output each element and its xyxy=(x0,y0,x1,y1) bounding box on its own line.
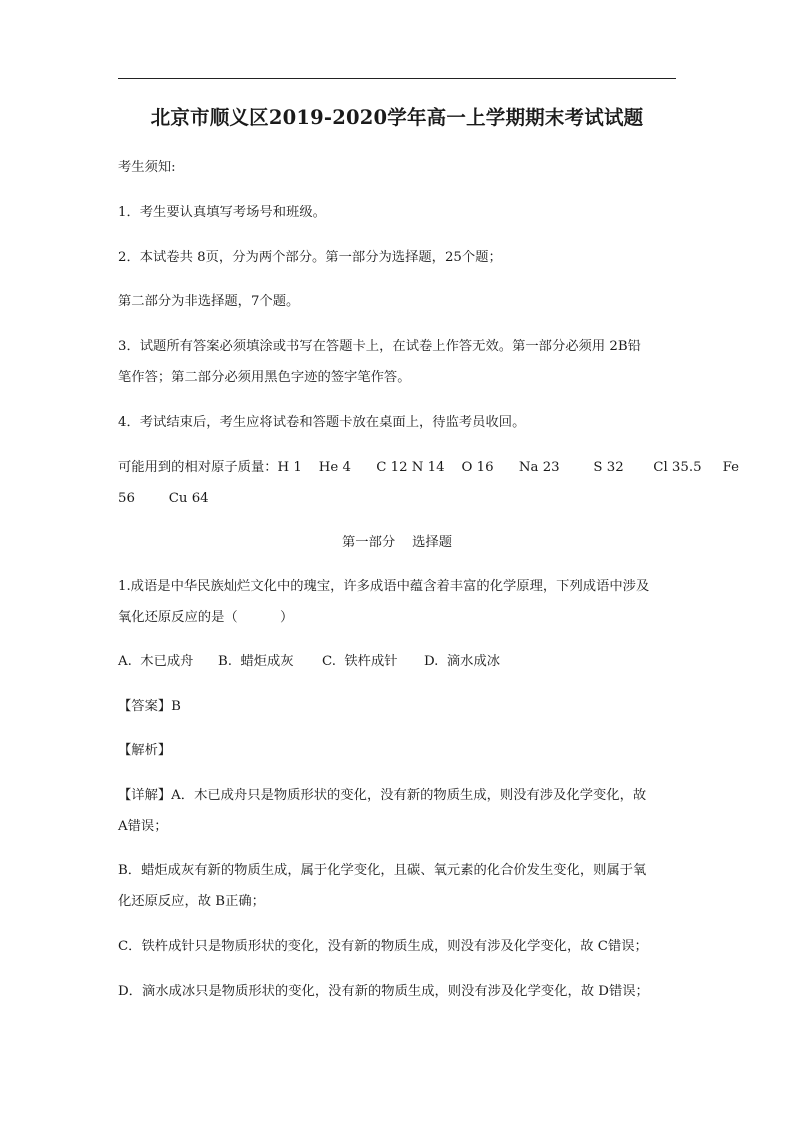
notice-item: 第二部分为非选择题，7个题。 xyxy=(118,294,300,309)
section-heading: 第一部分 选择题 xyxy=(342,535,452,550)
option-a: A. 木已成舟 xyxy=(118,654,194,669)
explanation-line: 化还原反应，故 B正确； xyxy=(118,894,265,909)
option-b: B. 蜡炬成灰 xyxy=(218,654,294,669)
notice-item: 4．考试结束后，考生应将试卷和答题卡放在桌面上，待监考员收回。 xyxy=(118,415,526,430)
explanation-line: A错误； xyxy=(118,819,168,834)
atomic-masses-line: 56 Cu 64 xyxy=(118,491,209,506)
notice-item: 1．考生要认真填写考场号和班级。 xyxy=(118,205,326,220)
explanation-line: B．蜡炬成灰有新的物质生成，属于化学变化，且碳、氧元素的化合价发生变化，则属于氧 xyxy=(118,863,647,878)
question-stem: 氧化还原反应的是（ ） xyxy=(118,610,294,625)
notice-item: 3．试题所有答案必须填涂或书写在答题卡上，在试卷上作答无效。第一部分必须用 2B铅 xyxy=(118,339,641,354)
notice-heading: 考生须知: xyxy=(118,160,176,175)
explanation-line: 【详解】A．木已成舟只是物质形状的变化，没有新的物质生成，则没有涉及化学变化，故 xyxy=(118,788,647,803)
analysis-label: 【解析】 xyxy=(118,743,172,758)
option-d: D. 滴水成冰 xyxy=(424,654,501,669)
atomic-masses-line: 可能用到的相对原子质量：H 1 He 4 C 12 N 14 O 16 Na 23 S 32 Cl 35.5 Fe xyxy=(118,460,740,475)
option-c: C. 铁杵成针 xyxy=(322,654,398,669)
answer: 【答案】B xyxy=(118,699,181,714)
explanation-line: D．滴水成冰只是物质形状的变化，没有新的物质生成，则没有涉及化学变化，故 D错误； xyxy=(118,984,649,999)
notice-item: 2．本试卷共 8页，分为两个部分。第一部分为选择题，25个题； xyxy=(118,250,502,265)
notice-item: 笔作答；第二部分必须用黑色字迹的签字笔作答。 xyxy=(118,370,411,385)
page-title: 北京市顺义区2019-2020学年高一上学期期末考试试题 xyxy=(150,106,644,129)
explanation-line: C．铁杵成针只是物质形状的变化，没有新的物质生成，则没有涉及化学变化，故 C错误； xyxy=(118,939,648,954)
header-rule xyxy=(118,78,676,79)
question-stem: 1.成语是中华民族灿烂文化中的瑰宝，许多成语中蕴含着丰富的化学原理，下列成语中涉及 xyxy=(118,579,650,594)
